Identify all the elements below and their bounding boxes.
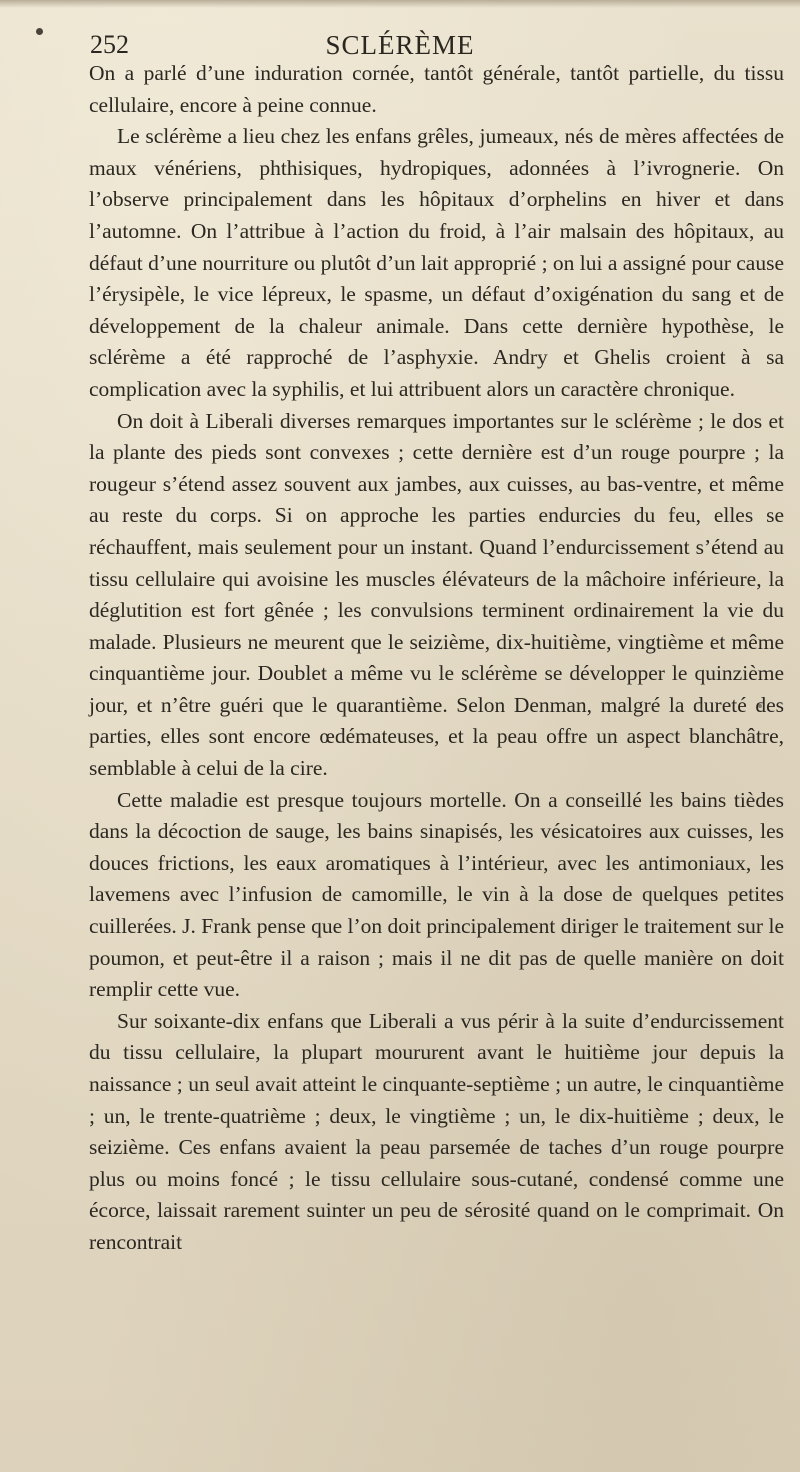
page-number: 252 <box>90 30 129 59</box>
body-text <box>89 58 784 1259</box>
paragraph: On a parlé d’une induration cornée, tantôt générale, tantôt partielle, du tissu cellulaire, encore à peine connue. <box>89 61 784 117</box>
paragraph: Cette maladie est presque toujours mortelle. On a conseillé les bains tièdes dans la décoction de sauge, les bains sinapisés, les vésicatoires aux cuisses, les douces frictions, les eaux aromatiques à l’intérieur, avec les antimoniaux, les lavemens avec l’infusion de camomille, le vin à la dose de quelques petites cuillerées. J. Frank pense que l’on doit principalement diriger le traitement sur le poumon, et peut-être il a raison ; mais il ne dit pas de quelle manière on doit remplir cette vue. <box>89 787 784 1002</box>
paragraph: Sur soixante-dix enfans que Liberali a vus périr à la suite d’endurcissement du tissu cellulaire, la plupart moururent avant le huitième jour depuis la naissance ; un seul avait atteint le cinquante-septième ; un autre, le cinquantième ; un, le trente-quatrième ; deux, le vingtième ; un, le dix-huitième ; deux, le seizième. Ces enfans avaient la peau parsemée de taches d’un rouge pourpre plus ou moins foncé ; le tissu cellulaire sous-cutané, condensé comme une écorce, laissait rarement suinter un peu de sérosité quand on le comprimait. On rencontrait <box>89 1008 784 1254</box>
paragraph: On doit à Liberali diverses remarques importantes sur le sclérème ; le dos et la plante des pieds sont convexes ; cette dernière est d’un rouge pourpre ; la rougeur s’étend assez souvent aux jambes, aux cuisses, au bas-ventre, et même au reste du corps. Si on approche les parties endurcies du feu, elles se réchauffent, mais seulement pour un instant. Quand l’endurcissement s’étend au tissu cellulaire qui avoisine les muscles élévateurs de la mâchoire inférieure, la déglutition est fort gênée ; les convulsions terminent ordinairement la vie du malade. Plusieurs ne meurent que le seizième, dix-huitième, vingtième et même cinquantième jour. Doublet a même vu le sclérème se développer le quinzième jour, et n’être guéri que le quarantième. Selon Denman, malgré la dureté des parties, elles sont encore œdémateuses, et la peau offre un aspect blanchâtre, semblable à celui de la cire. <box>89 408 784 781</box>
page-top-edge <box>0 0 800 8</box>
paragraph: Le sclérème a lieu chez les enfans grêles, jumeaux, nés de mères affectées de maux vénériens, phthisiques, hydropiques, adonnées à l’ivrognerie. On l’observe principalement dans les hôpitaux d’orphelins en hiver et dans l’automne. On l’attribue à l’action du froid, à l’air malsain des hôpitaux, au défaut d’une nourriture ou plutôt d’un lait approprié ; on lui a assigné pour cause l’érysipèle, le vice lépreux, le spasme, un défaut d’oxigénation du sang et de développement de la chaleur animale. Dans cette dernière hypothèse, le sclérème a été rapproché de l’asphyxie. Andry et Ghelis croient à sa complication avec la syphilis, et lui attribuent alors un caractère chronique. <box>89 124 784 401</box>
running-head: SCLÉRÈME <box>325 30 475 60</box>
